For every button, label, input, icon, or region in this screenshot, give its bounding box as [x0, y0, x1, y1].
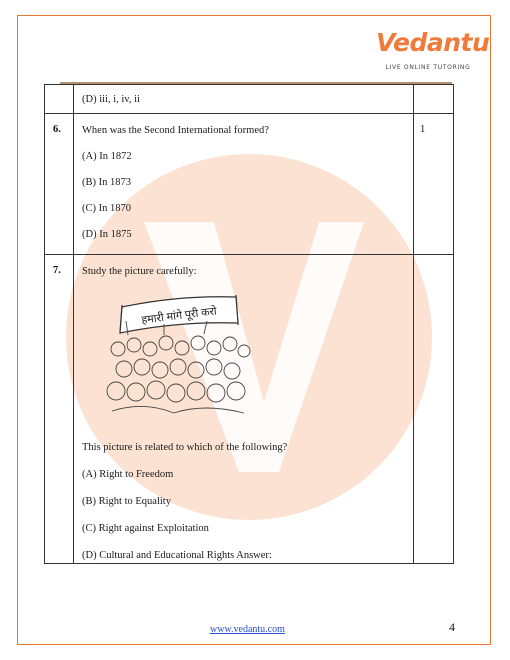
question-number: 7.: [53, 265, 61, 276]
option-d: (D) In 1875: [82, 229, 132, 240]
page-number: 4: [449, 620, 455, 634]
logo-tagline: LIVE ONLINE TUTORING: [385, 64, 471, 71]
table-row: [45, 255, 454, 564]
number-cell: [45, 255, 74, 564]
marks-cell: [414, 85, 454, 114]
option-a: (A) In 1872: [82, 151, 132, 162]
protest-crowd-image: [104, 291, 254, 421]
number-cell: [45, 114, 74, 255]
question-text: Study the picture carefully:: [82, 266, 197, 277]
table-row: [45, 85, 454, 114]
marks-cell: [414, 114, 454, 255]
number-cell: [45, 85, 74, 114]
follow-up-question: This picture is related to which of the following?: [82, 442, 288, 453]
option-d: (D) Cultural and Educational Rights Answer:: [82, 550, 272, 561]
option-b: (B) Right to Equality: [82, 496, 171, 507]
option-c: (C) In 1870: [82, 203, 131, 214]
question-cell: [74, 114, 414, 255]
vedantu-logo[interactable]: [376, 28, 490, 78]
option-b: (B) In 1873: [82, 177, 131, 188]
marks-value: 1: [420, 124, 426, 135]
option-d: (D) iii, i, iv, ii: [82, 94, 140, 105]
footer-website-link[interactable]: www.vedantu.com: [210, 624, 285, 635]
question-table: [44, 84, 454, 564]
banner-slogan: हमारी मांगे पूरी करो: [140, 305, 218, 327]
logo-wordmark: Vedantu: [376, 28, 490, 57]
question-cell: [74, 85, 414, 114]
option-c: (C) Right against Exploitation: [82, 523, 209, 534]
option-a: (A) Right to Freedom: [82, 469, 174, 480]
marks-cell: [414, 255, 454, 564]
question-text: When was the Second International formed?: [82, 125, 269, 136]
table-row: [45, 114, 454, 255]
question-cell: [74, 255, 414, 564]
marks-value: [414, 85, 453, 95]
question-number: 6.: [53, 124, 61, 135]
marks-value: [414, 255, 453, 265]
